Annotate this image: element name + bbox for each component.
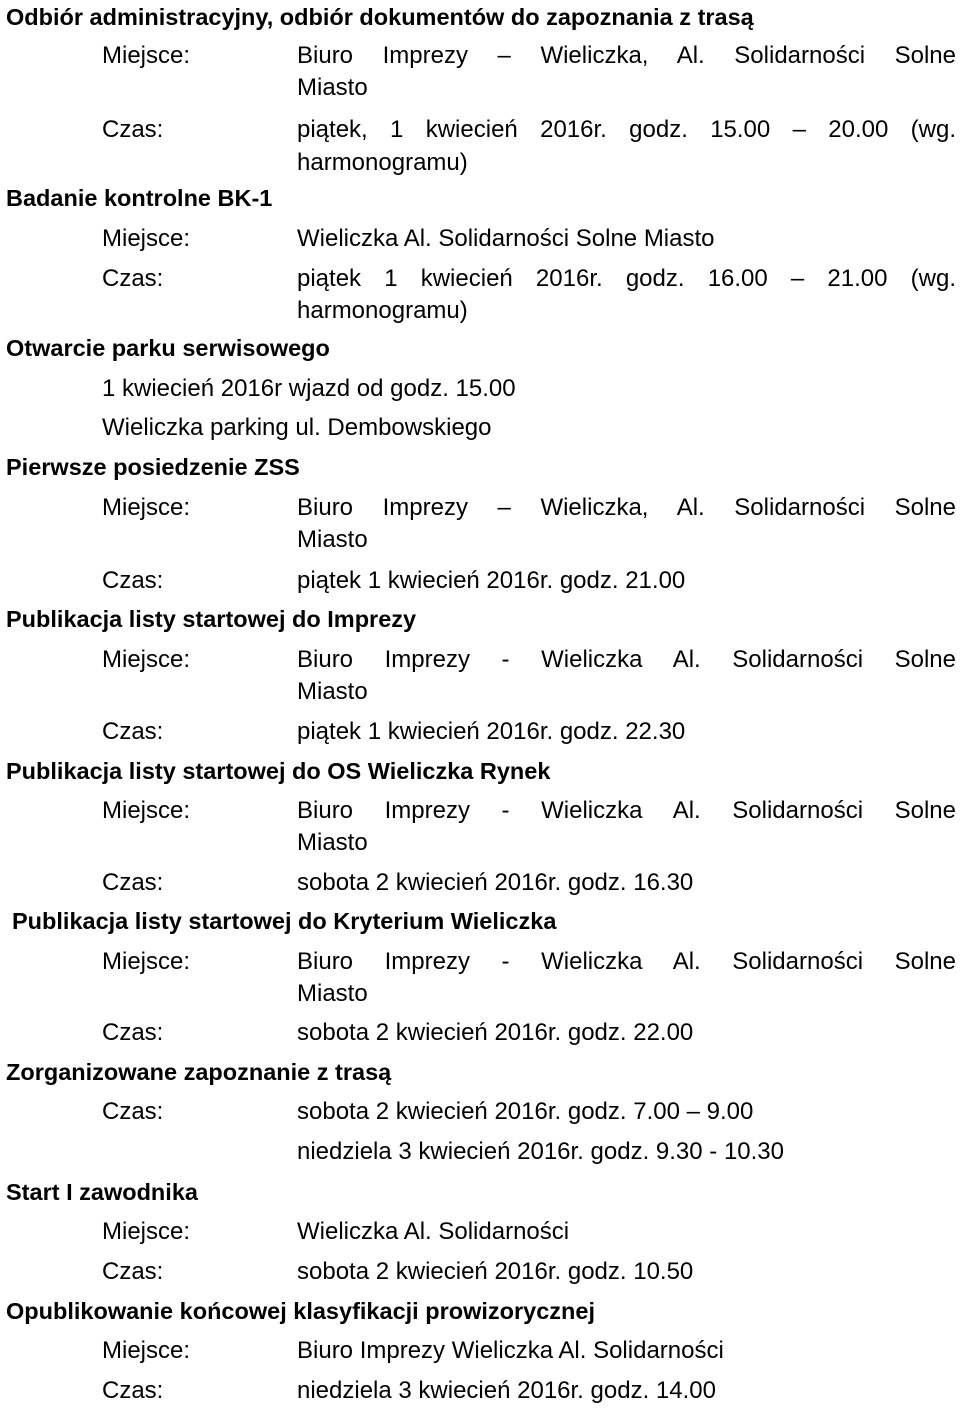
place-value: Biuro Imprezy – Wieliczka, Al. Solidarności Solne [297,42,956,69]
section-title: Publikacja listy startowej do Kryterium Wieliczka [12,908,557,934]
place-value: Biuro Imprezy - Wieliczka Al. Solidarności Solne [297,646,956,673]
info-row [0,413,960,443]
time-row-continued [0,148,960,178]
place-value-continued: Miasto [297,526,368,553]
section-title: Pierwsze posiedzenie ZSS [6,454,300,480]
section-title: Opublikowanie końcowej klasyfikacji prowizorycznej [6,1298,595,1324]
time-row [0,868,960,898]
section-title: Badanie kontrolne BK-1 [6,185,273,211]
time-value: piątek 1 kwiecień 2016r. godz. 16.00 – 21.00 (wg. [297,265,956,292]
time-row [0,717,960,747]
section-title: Publikacja listy startowej do Imprezy [6,606,417,632]
place-value: Biuro Imprezy – Wieliczka, Al. Solidarności Solne [297,494,956,521]
section-title: Publikacja listy startowej do OS Wieliczka Rynek [6,758,551,784]
time-value: piątek 1 kwiecień 2016r. godz. 21.00 [297,567,686,594]
section-title: Odbiór administracyjny, odbiór dokumentów do zapoznania z trasą [6,4,754,30]
place-row [0,224,960,254]
place-value: Wieliczka Al. Solidarności [297,1218,570,1245]
time-value-continued: harmonogramu) [297,149,468,176]
time-row [0,1097,960,1127]
time-label: Czas: [102,718,164,745]
place-value: Biuro Imprezy Wieliczka Al. Solidarności [297,1337,724,1364]
time-row [0,115,960,145]
place-row [0,493,960,523]
place-row [0,645,960,675]
place-value: Biuro Imprezy - Wieliczka Al. Solidarności Solne [297,797,956,824]
place-row [0,947,960,977]
place-row [0,796,960,826]
time-label: Czas: [102,567,164,594]
time-row [0,1376,960,1406]
place-value-continued: Miasto [297,678,368,705]
time-value: sobota 2 kwiecień 2016r. godz. 7.00 – 9.00 [297,1098,754,1125]
place-row-continued [0,828,960,858]
place-row [0,1217,960,1247]
place-row-continued [0,525,960,555]
place-value: Wieliczka Al. Solidarności Solne Miasto [297,225,715,252]
place-label: Miejsce: [102,797,191,824]
place-label: Miejsce: [102,1218,191,1245]
time-value: piątek 1 kwiecień 2016r. godz. 22.30 [297,718,686,745]
place-value: Biuro Imprezy - Wieliczka Al. Solidarności Solne [297,948,956,975]
place-label: Miejsce: [102,646,191,673]
place-label: Miejsce: [102,948,191,975]
info-text: 1 kwiecień 2016r wjazd od godz. 15.00 [102,375,516,402]
time-label: Czas: [102,265,164,292]
place-row-continued [0,73,960,103]
time-value: piątek, 1 kwiecień 2016r. godz. 15.00 – 20.00 (wg. [297,116,956,143]
place-label: Miejsce: [102,225,191,252]
place-value-continued: Miasto [297,74,368,101]
time-row [0,1257,960,1287]
place-label: Miejsce: [102,494,191,521]
place-value-continued: Miasto [297,829,368,856]
section-title: Zorganizowane zapoznanie z trasą [6,1059,392,1085]
time-label: Czas: [102,116,164,143]
time-row-continued [0,1137,960,1167]
time-value: sobota 2 kwiecień 2016r. godz. 10.50 [297,1258,694,1285]
info-text: Wieliczka parking ul. Dembowskiego [102,414,492,441]
time-value: sobota 2 kwiecień 2016r. godz. 16.30 [297,869,694,896]
time-label: Czas: [102,1377,164,1404]
time-value-continued: niedziela 3 kwiecień 2016r. godz. 9.30 - 10.30 [297,1138,784,1165]
time-value: sobota 2 kwiecień 2016r. godz. 22.00 [297,1019,694,1046]
section-title: Start I zawodnika [6,1179,198,1205]
time-label: Czas: [102,869,164,896]
time-value-continued: harmonogramu) [297,297,468,324]
time-row-continued [0,296,960,326]
place-value-continued: Miasto [297,980,368,1007]
time-label: Czas: [102,1258,164,1285]
time-row [0,566,960,596]
place-row-continued [0,979,960,1009]
section-title: Otwarcie parku serwisowego [6,335,330,361]
place-row [0,1336,960,1366]
info-row [0,374,960,404]
place-row [0,41,960,71]
place-row-continued [0,677,960,707]
time-row [0,264,960,294]
time-label: Czas: [102,1019,164,1046]
time-row [0,1018,960,1048]
time-value: niedziela 3 kwiecień 2016r. godz. 14.00 [297,1377,716,1404]
place-label: Miejsce: [102,1337,191,1364]
place-label: Miejsce: [102,42,191,69]
time-label: Czas: [102,1098,164,1125]
